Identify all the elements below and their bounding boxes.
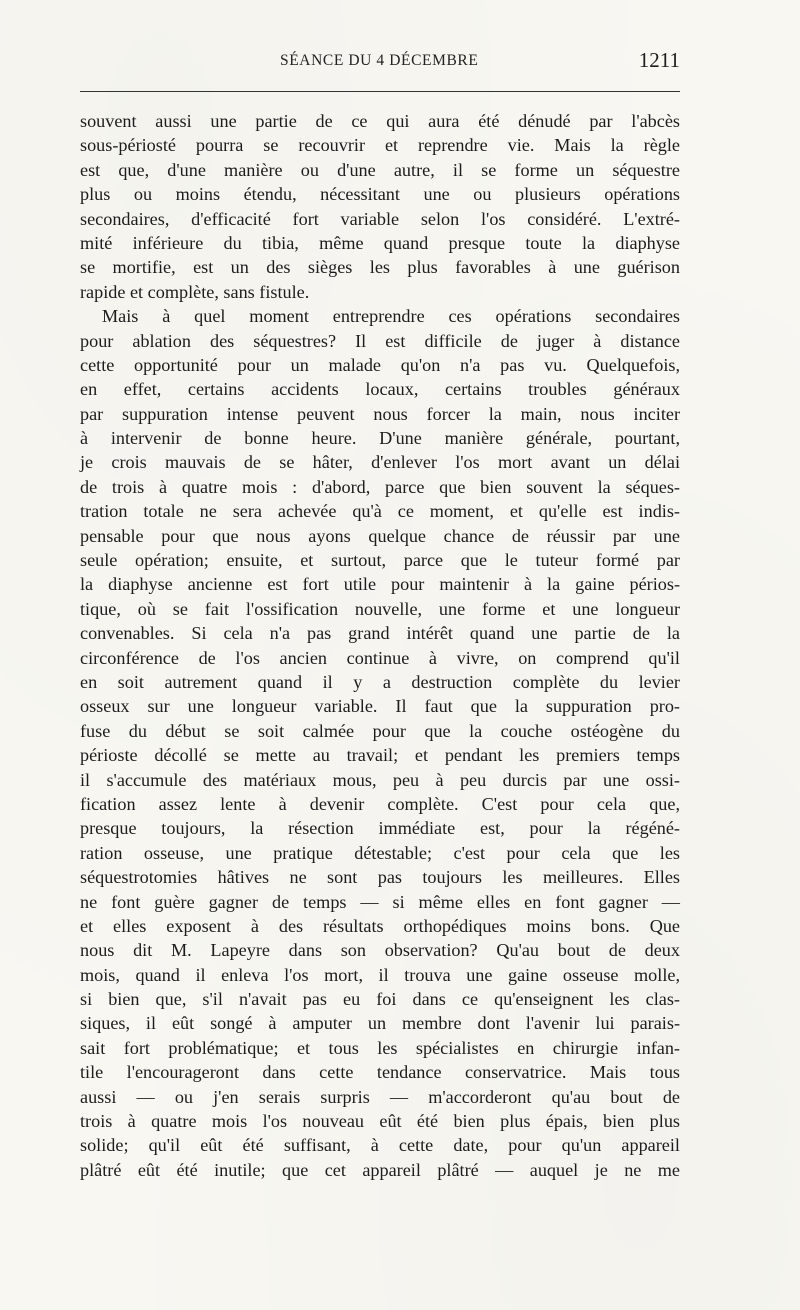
text-line: périoste décollé se mette au travail; et pendant les premiers temps	[80, 745, 680, 766]
text-line: tile l'encourageront dans cette tendance conservatrice. Mais tous	[80, 1062, 680, 1083]
text-line: nous dit M. Lapeyre dans son observation? Qu'au bout de deux	[80, 940, 680, 961]
text-line: rapide et complète, sans fistule.	[80, 281, 310, 302]
text-line: osseux sur une longueur variable. Il faut que la suppuration pro-	[80, 696, 680, 717]
text-line: pensable pour que nous ayons quelque chance de réussir par une	[80, 525, 680, 546]
text-line: il s'accumule des matériaux mous, peu à peu durcis par une ossi-	[80, 769, 680, 790]
text-line: mité inférieure du tibia, même quand presque toute la diaphyse	[80, 232, 680, 253]
text-line: souvent aussi une partie de ce qui aura été dénudé par l'abcès	[80, 111, 680, 131]
text-line: séquestrotomies hâtives ne sont pas toujours les meilleures. Elles	[80, 867, 680, 888]
text-line: sous-périosté pourra se recouvrir et reprendre vie. Mais la règle	[80, 135, 680, 156]
running-title: SÉANCE DU 4 DÉCEMBRE	[280, 52, 479, 69]
text-line: secondaires, d'efficacité fort variable selon l'os considéré. L'extré-	[80, 208, 680, 229]
text-line: fication assez lente à devenir complète. C'est pour cela que,	[80, 793, 680, 814]
text-line: plus ou moins étendu, nécessitant une ou plusieurs opérations	[80, 184, 680, 205]
text-line: presque toujours, la résection immédiate est, pour la régéné-	[80, 818, 680, 839]
text-line: Mais à quel moment entreprendre ces opérations secondaires	[102, 306, 680, 327]
header-rule	[80, 91, 680, 92]
page-number: 1211	[638, 48, 680, 72]
text-line: et elles exposent à des résultats orthopédiques moins bons. Que	[80, 915, 680, 936]
text-line: aussi — ou j'en serais surpris — m'accorderont qu'au bout de	[80, 1086, 680, 1107]
text-line: convenables. Si cela n'a pas grand intérêt quand une partie de la	[80, 623, 680, 644]
text-line: sait fort problématique; et tous les spécialistes en chirurgie infan-	[80, 1037, 680, 1058]
text-line: trois à quatre mois l'os nouveau eût été bien plus épais, bien plus	[80, 1111, 680, 1132]
text-line: par suppuration intense peuvent nous forcer la main, nous inciter	[80, 403, 680, 424]
text-line: en soit autrement quand il y a destruction complète du levier	[80, 671, 680, 692]
text-line: tration totale ne sera achevée qu'à ce moment, et qu'elle est indis-	[80, 501, 680, 522]
text-line: est que, d'une manière ou d'une autre, il se forme un séquestre	[80, 159, 680, 180]
text-line: pour ablation des séquestres? Il est difficile de juger à distance	[80, 330, 680, 351]
text-line: circonférence de l'os ancien continue à vivre, on comprend qu'il	[80, 647, 680, 668]
text-line: seule opération; ensuite, et surtout, parce que le tuteur formé par	[80, 550, 680, 571]
body-text	[80, 109, 680, 1182]
text-line: tique, où se fait l'ossification nouvelle, une forme et une longueur	[80, 598, 680, 619]
text-line: ration osseuse, une pratique détestable; c'est pour cela que les	[80, 842, 680, 863]
text-line: je crois mauvais de se hâter, d'enlever l'os mort avant un délai	[80, 452, 680, 473]
text-line: à intervenir de bonne heure. D'une manière générale, pourtant,	[80, 428, 680, 449]
text-line: en effet, certains accidents locaux, certains troubles généraux	[80, 379, 680, 400]
text-line: si bien que, s'il n'avait pas eu foi dans ce qu'enseignent les clas-	[80, 989, 680, 1010]
paragraph	[80, 304, 680, 1182]
paragraph	[80, 109, 680, 304]
text-line: de trois à quatre mois : d'abord, parce que bien souvent la séques-	[80, 476, 680, 497]
text-line: se mortifie, est un des sièges les plus favorables à une guérison	[80, 257, 680, 278]
text-line: solide; qu'il eût été suffisant, à cette date, pour qu'un appareil	[80, 1135, 680, 1156]
text-line: plâtré eût été inutile; que cet appareil plâtré — auquel je ne me	[80, 1159, 680, 1180]
text-line: siques, il eût songé à amputer un membre dont l'avenir lui parais-	[80, 1013, 680, 1034]
text-line: la diaphyse ancienne est fort utile pour maintenir à la gaine périos-	[80, 574, 680, 595]
text-line: mois, quand il enleva l'os mort, il trouva une gaine osseuse molle,	[80, 964, 680, 985]
text-line: ne font guère gagner de temps — si même elles en font gagner —	[80, 891, 680, 912]
text-line: fuse du début se soit calmée pour que la couche ostéogène du	[80, 720, 680, 741]
text-line: cette opportunité pour un malade qu'on n'a pas vu. Quelquefois,	[80, 354, 680, 375]
running-head	[80, 50, 680, 76]
